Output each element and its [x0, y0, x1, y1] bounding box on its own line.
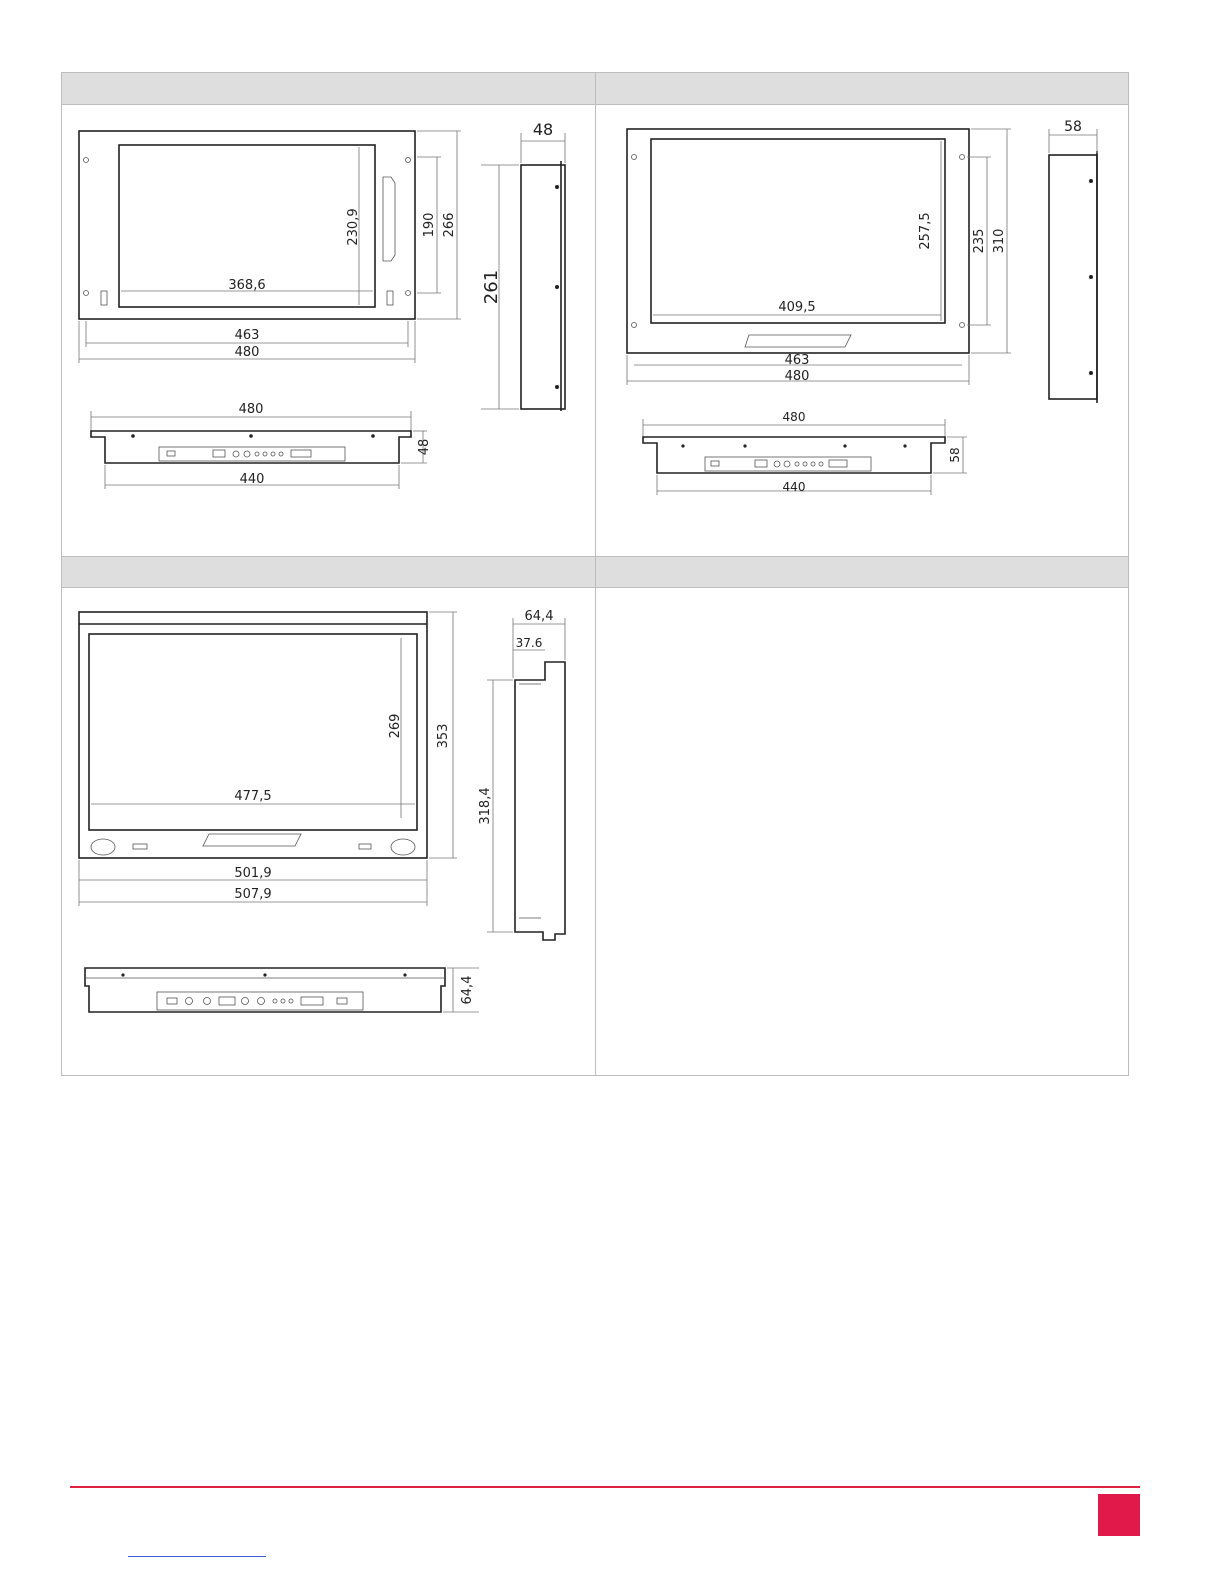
panel-2-bottom-width-label: 480	[782, 410, 806, 424]
panel-1-bottom-width-label: 480	[238, 402, 264, 417]
panel-3-front-view	[79, 612, 457, 906]
panel-3-inner-width-label: 501,9	[234, 866, 272, 881]
panel-3-left-handle-icon	[91, 839, 115, 855]
panel-1-screen-height-label: 230,9	[346, 208, 361, 246]
panel-3-screen-width-label: 477,5	[234, 789, 272, 804]
panel-1-header	[62, 73, 595, 105]
panel-3-port-panel	[157, 992, 363, 1010]
panel-3-side-height-label: 318,4	[478, 787, 493, 825]
panel-2-screen-height-label: 257,5	[918, 212, 933, 250]
panel-3-side-view	[478, 609, 565, 940]
panel-3-bottom-view	[85, 968, 479, 1012]
panel-1-outer-height-label: 266	[442, 212, 457, 238]
panel-1-mount-width-label: 463	[234, 328, 260, 343]
panel-2-side-view	[1049, 119, 1097, 403]
panel-3-outer-height-label: 353	[436, 723, 451, 749]
panel-3-side-front-depth-label: 37.6	[515, 636, 543, 650]
panel-2-bottom-body	[643, 437, 945, 473]
panel-1-inner-height-label: 190	[422, 212, 437, 238]
panel-2-bottom-view	[643, 410, 967, 495]
panel-3-header	[62, 556, 595, 588]
panel-2-drawing	[595, 105, 1128, 554]
panel-3-front-bezel	[79, 612, 427, 858]
panel-1-front-view	[79, 131, 461, 363]
panel-3-control-strip	[203, 834, 301, 846]
panel-1-bottom-view	[91, 402, 432, 489]
panel-3-bottom-depth-label: 64,4	[460, 975, 475, 1005]
panel-1-drawing	[61, 105, 594, 554]
panel-2-mount-width-label: 463	[784, 353, 810, 368]
panel-2-front-view	[627, 129, 1011, 385]
panel-1-side-depth-label: 48	[532, 120, 554, 139]
panel-1-control-strip	[383, 177, 395, 261]
footer-link-underline[interactable]	[128, 1556, 266, 1557]
panel-1-screen-width-label: 368,6	[228, 278, 266, 293]
panel-2-header	[596, 73, 1128, 105]
panel-3-screen-height-label: 269	[388, 713, 403, 739]
panel-1-overall-width-label: 480	[234, 345, 260, 360]
panel-2-screen-width-label: 409,5	[778, 300, 816, 315]
panel-2-side-depth-label: 58	[1064, 119, 1082, 135]
footer-page-marker	[1098, 1494, 1140, 1536]
panel-2-front-screen	[651, 139, 945, 323]
panel-3-side-body	[515, 662, 565, 940]
panel-2-control-strip	[745, 335, 851, 347]
panel-1-port-panel	[159, 447, 345, 461]
panel-2-bottom-body-width-label: 440	[782, 480, 806, 494]
panel-2-port-panel	[705, 457, 871, 471]
panel-2-bottom-depth-label: 58	[948, 447, 962, 463]
panel-1-bottom-depth-label: 48	[417, 438, 432, 456]
panel-3-overall-width-label: 507,9	[234, 887, 272, 902]
panel-1-bottom-body-width-label: 440	[239, 472, 265, 487]
panel-1-side-height-label: 261	[481, 269, 502, 305]
panel-3-drawing	[61, 588, 594, 1074]
panel-2-inner-height-label: 235	[972, 228, 987, 254]
footer-rule	[70, 1486, 1140, 1488]
panel-2-overall-width-label: 480	[784, 369, 810, 384]
panel-1-side-view	[481, 120, 565, 411]
panel-4-header	[596, 556, 1128, 588]
panel-2-outer-height-label: 310	[992, 228, 1007, 254]
panel-3-side-depth-label: 64,4	[524, 609, 554, 624]
panel-3-right-handle-icon	[391, 839, 415, 855]
